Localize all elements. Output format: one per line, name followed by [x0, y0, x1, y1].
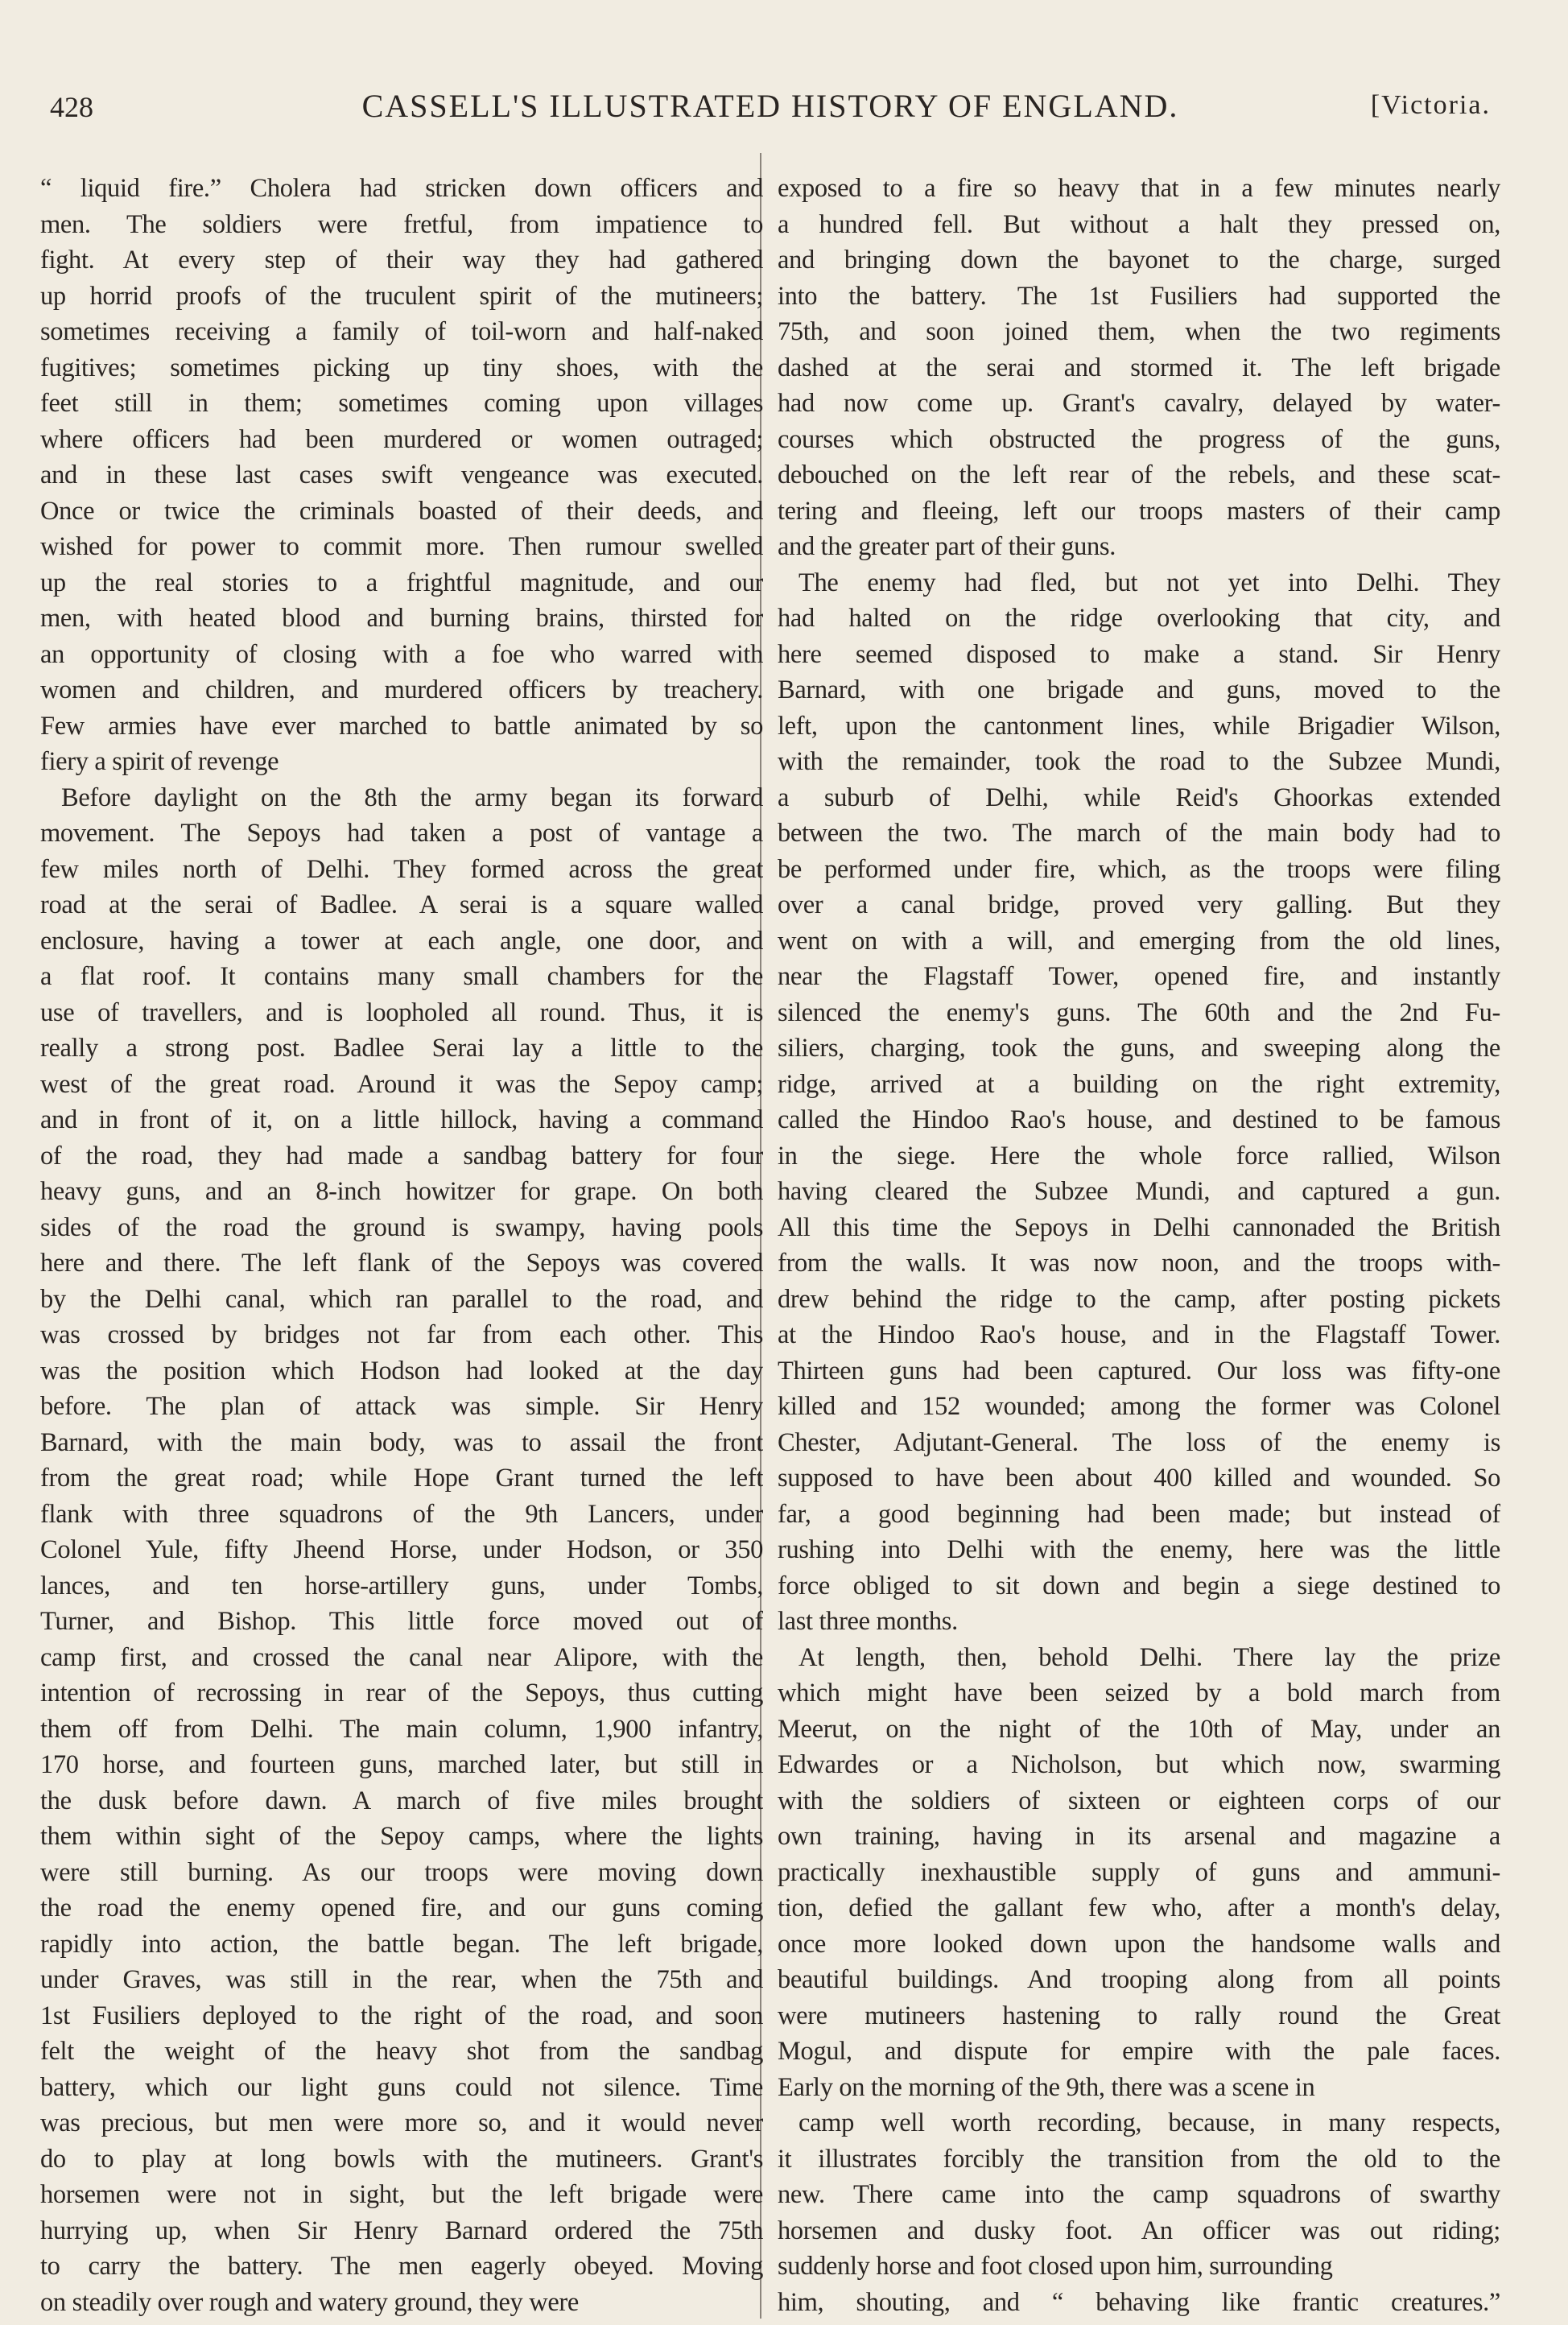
text-line: silenced the enemy's guns. The 60th and the 2nd Fu- [778, 997, 1500, 1027]
text-line: with the soldiers of sixteen or eighteen corps of our [778, 1786, 1500, 1815]
text-line: them within sight of the Sepoy camps, where the lights [40, 1822, 763, 1851]
text-line: from the great road; while Hope Grant turned the left [40, 1464, 763, 1493]
text-line: heavy guns, and an 8-inch howitzer for grape. On both [40, 1177, 763, 1206]
text-line: him, shouting, and “ behaving like frantic creatures.” [778, 2287, 1500, 2317]
text-line: horsemen were not in sight, but the left brigade were [40, 2180, 763, 2209]
text-line: men. The soldiers were fretful, from impatience to [40, 209, 763, 239]
text-line: west of the great road. Around it was the Sepoy camp; [40, 1069, 763, 1099]
text-line: few miles north of Delhi. They formed across the great [40, 854, 763, 884]
text-line: having cleared the Subzee Mundi, and captured a gun. [778, 1177, 1500, 1206]
text-line: fight. At every step of their way they had gathered [40, 246, 763, 275]
text-line: were still burning. As our troops were moving down [40, 1857, 763, 1887]
text-line: on steadily over rough and watery ground, they were [40, 2287, 579, 2317]
text-line: here seemed disposed to make a stand. Sir Henry [778, 639, 1500, 669]
text-line: horsemen and dusky foot. An officer was out riding; [778, 2216, 1500, 2245]
text-line: siliers, charging, took the guns, and sweeping along the [778, 1034, 1500, 1063]
running-header [50, 84, 1491, 124]
text-line: courses which obstructed the progress of the guns, [778, 424, 1500, 454]
text-line: The enemy had fled, but not yet into Delhi. They [798, 568, 1500, 597]
text-line: women and children, and murdered officers by treachery. [40, 675, 763, 704]
text-line: camp first, and crossed the canal near Alipore, with the [40, 1642, 763, 1672]
text-line: really a strong post. Badlee Serai lay a little to the [40, 1034, 763, 1063]
text-line: wished for power to commit more. Then rumour swelled [40, 532, 763, 561]
text-line: Before daylight on the 8th the army began its forward [61, 783, 763, 812]
text-line: Thirteen guns had been captured. Our loss was fifty-one [778, 1356, 1500, 1386]
text-line: battery, which our light guns could not silence. Time [40, 2072, 763, 2102]
text-line: intention of recrossing in rear of the Sepoys, thus cutting [40, 1679, 763, 1708]
text-line: tion, defied the gallant few who, after a month's delay, [778, 1893, 1500, 1922]
text-line: between the two. The march of the main body had to [778, 819, 1500, 848]
text-line: fugitives; sometimes picking up tiny shoes, with the [40, 353, 763, 382]
text-line: it illustrates forcibly the transition from the old to the [778, 2144, 1500, 2174]
text-line: the road the enemy opened fire, and our guns coming [40, 1893, 763, 1922]
text-line: 170 horse, and fourteen guns, marched later, but still in [40, 1750, 763, 1779]
text-line: suddenly horse and foot closed upon him, surrounding [778, 2252, 1333, 2281]
text-line: road at the serai of Badlee. A serai is a square walled [40, 890, 763, 919]
text-line: and bringing down the bayonet to the charge, surged [778, 246, 1500, 275]
text-line: a flat roof. It contains many small chambers for the [40, 962, 763, 991]
text-line: felt the weight of the heavy shot from the sandbag [40, 2037, 763, 2066]
text-line: Mogul, and dispute for empire with the pale faces. [778, 2037, 1500, 2066]
text-line: once more looked down upon the handsome walls and [778, 1929, 1500, 1959]
text-line: movement. The Sepoys had taken a post of vantage a [40, 819, 763, 848]
text-line: beautiful buildings. And trooping along from all points [778, 1965, 1500, 1994]
text-line: called the Hindoo Rao's house, and destined to be famous [778, 1105, 1500, 1134]
text-line: hurrying up, when Sir Henry Barnard ordered the 75th [40, 2216, 763, 2245]
text-line: them off from Delhi. The main column, 1,900 infantry, [40, 1714, 763, 1744]
text-line: ridge, arrived at a building on the right extremity, [778, 1069, 1500, 1099]
reign-label: [Victoria. [1370, 90, 1491, 120]
text-line: tering and fleeing, left our troops masters of their camp [778, 496, 1500, 526]
text-line: up the real stories to a frightful magnitude, and our [40, 568, 763, 597]
text-line: into the battery. The 1st Fusiliers had supported the [778, 281, 1500, 311]
text-line: sometimes receiving a family of toil-worn and half-naked [40, 317, 763, 346]
text-line: killed and 152 wounded; among the former was Colonel [778, 1392, 1500, 1421]
text-line: rushing into Delhi with the enemy, here was the little [778, 1535, 1500, 1564]
text-line: from the walls. It was now noon, and the troops with- [778, 1249, 1500, 1278]
text-line: camp well worth recording, because, in many respects, [798, 2108, 1500, 2137]
text-line: 75th, and soon joined them, when the two regiments [778, 317, 1500, 346]
text-line: before. The plan of attack was simple. Sir Henry [40, 1392, 763, 1421]
text-line: a hundred fell. But without a halt they pressed on, [778, 209, 1500, 239]
text-line: Barnard, with the main body, was to assail the front [40, 1427, 763, 1457]
text-line: was the position which Hodson had looked at the day [40, 1356, 763, 1386]
running-title: CASSELL'S ILLUSTRATED HISTORY OF ENGLAND. [361, 88, 1179, 124]
text-line: lances, and ten horse-artillery guns, under Tombs, [40, 1571, 763, 1600]
text-line: was precious, but men were more so, and it would never [40, 2108, 763, 2137]
text-line: had now come up. Grant's cavalry, delayed by water- [778, 389, 1500, 418]
page-number: 428 [50, 91, 93, 123]
text-line: and the greater part of their guns. [778, 532, 1116, 561]
text-line: Turner, and Bishop. This little force moved out of [40, 1607, 763, 1636]
text-line: had halted on the ridge overlooking that city, and [778, 604, 1500, 633]
text-line: and in these last cases swift vengeance was executed. [40, 460, 763, 489]
text-line: At length, then, behold Delhi. There lay the prize [798, 1642, 1500, 1672]
text-line: exposed to a fire so heavy that in a few minutes nearly [778, 174, 1500, 203]
text-line: dashed at the serai and stormed it. The left brigade [778, 353, 1500, 382]
text-line: to carry the battery. The men eagerly obeyed. Moving [40, 2252, 763, 2281]
text-line: last three months. [778, 1607, 958, 1636]
text-line: were mutineers hastening to rally round the Great [778, 2001, 1500, 2030]
text-line: near the Flagstaff Tower, opened fire, and instantly [778, 962, 1500, 991]
text-line: and in front of it, on a little hillock, having a command [40, 1105, 763, 1134]
text-line: where officers had been murdered or women outraged; [40, 424, 763, 454]
left-column [40, 171, 763, 2320]
text-line: Edwardes or a Nicholson, but which now, swarming [778, 1750, 1500, 1779]
text-line: which might have been seized by a bold march from [778, 1679, 1500, 1708]
text-line: drew behind the ridge to the camp, after posting pickets [778, 1284, 1500, 1314]
text-line: supposed to have been about 400 killed and wounded. So [778, 1464, 1500, 1493]
text-line: was crossed by bridges not far from each other. This [40, 1320, 763, 1349]
text-line: fiery a spirit of revenge [40, 747, 279, 776]
text-line: practically inexhaustible supply of guns and ammuni- [778, 1857, 1500, 1887]
text-line: Colonel Yule, fifty Jheend Horse, under Hodson, or 350 [40, 1535, 763, 1564]
text-line: new. There came into the camp squadrons of swarthy [778, 2180, 1500, 2209]
text-line: over a canal bridge, proved very galling. But they [778, 890, 1500, 919]
text-line: by the Delhi canal, which ran parallel to the road, and [40, 1284, 763, 1314]
text-line: force obliged to sit down and begin a siege destined to [778, 1571, 1500, 1600]
text-line: in the siege. Here the whole force rallied, Wilson [778, 1141, 1500, 1171]
text-line: debouched on the left rear of the rebels, and these scat- [778, 460, 1500, 489]
text-line: went on with a will, and emerging from the old lines, [778, 926, 1500, 956]
text-line: an opportunity of closing with a foe who warred with [40, 639, 763, 669]
text-line: far, a good beginning had been made; but instead of [778, 1499, 1500, 1529]
text-line: be performed under fire, which, as the troops were filing [778, 854, 1500, 884]
text-line: a suburb of Delhi, while Reid's Ghoorkas extended [778, 783, 1500, 812]
text-line: of the road, they had made a sandbag battery for four [40, 1141, 763, 1171]
text-line: All this time the Sepoys in Delhi cannonaded the British [778, 1212, 1500, 1242]
text-line: feet still in them; sometimes coming upon villages [40, 389, 763, 418]
text-line: enclosure, having a tower at each angle, one door, and [40, 926, 763, 956]
text-line: here and there. The left flank of the Sepoys was covered [40, 1249, 763, 1278]
text-line: with the remainder, took the road to the Subzee Mundi, [778, 747, 1500, 776]
text-line: flank with three squadrons of the 9th Lancers, under [40, 1499, 763, 1529]
text-line: Meerut, on the night of the 10th of May, under an [778, 1714, 1500, 1744]
text-line: Chester, Adjutant-General. The loss of the enemy is [778, 1427, 1500, 1457]
text-line: men, with heated blood and burning brains, thirsted for [40, 604, 763, 633]
text-line: Once or twice the criminals boasted of their deeds, and [40, 496, 763, 526]
text-line: rapidly into action, the battle began. The left brigade, [40, 1929, 763, 1959]
text-line: “ liquid fire.” Cholera had stricken down officers and [40, 174, 763, 203]
text-line: Barnard, with one brigade and guns, moved to the [778, 675, 1500, 704]
text-line: do to play at long bowls with the mutineers. Grant's [40, 2144, 763, 2174]
text-line: up horrid proofs of the truculent spirit of the mutineers; [40, 281, 763, 311]
text-line: left, upon the cantonment lines, while Brigadier Wilson, [778, 711, 1500, 741]
text-line: at the Hindoo Rao's house, and in the Flagstaff Tower. [778, 1320, 1500, 1349]
text-line: use of travellers, and is loopholed all round. Thus, it is [40, 997, 763, 1027]
text-line: own training, having in its arsenal and magazine a [778, 1822, 1500, 1851]
text-line: 1st Fusiliers deployed to the right of the road, and soon [40, 2001, 763, 2030]
text-line: the dusk before dawn. A march of five miles brought [40, 1786, 763, 1815]
text-line: under Graves, was still in the rear, when the 75th and [40, 1965, 763, 1994]
text-line: Few armies have ever marched to battle animated by so [40, 711, 763, 741]
right-column [778, 171, 1500, 2320]
text-line: Early on the morning of the 9th, there was a scene in [778, 2072, 1315, 2102]
text-line: sides of the road the ground is swampy, having pools [40, 1212, 763, 1242]
